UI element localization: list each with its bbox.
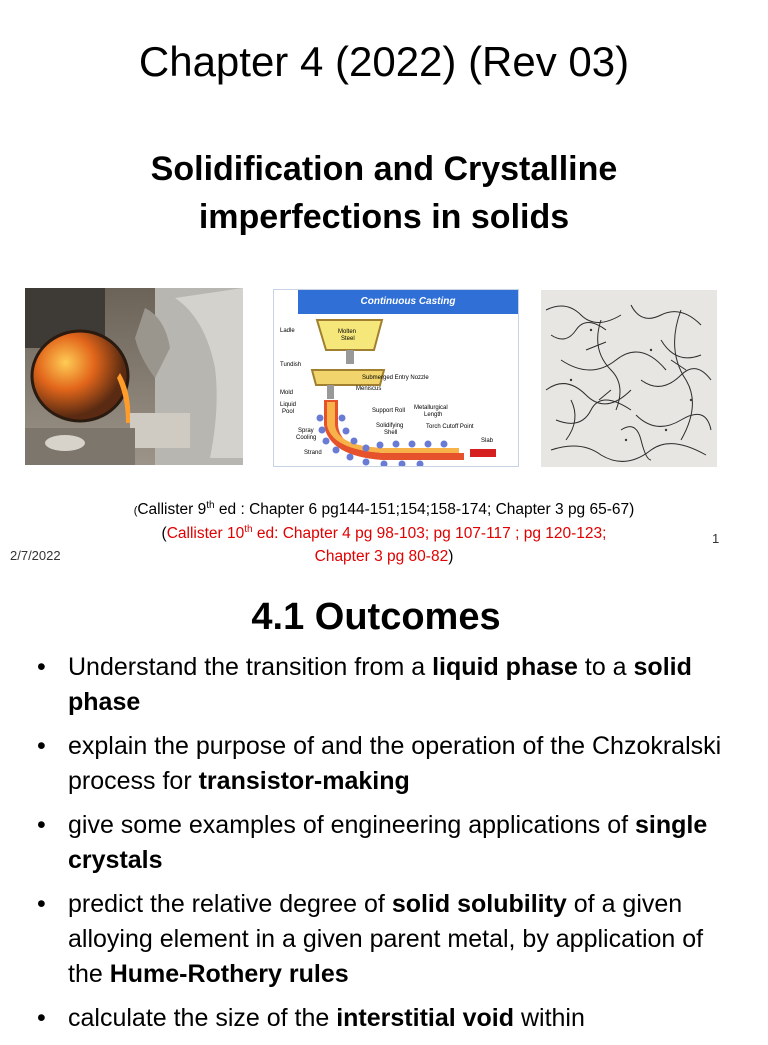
- bullet-icon: •: [37, 890, 46, 918]
- label-spray: Spray: [298, 428, 314, 434]
- reference-callister-10th: (Callister 10th ed: Chapter 4 pg 98-103; pg 107-117 ; pg 120-123;: [161, 524, 607, 543]
- label-submerged-nozzle: Submerged Entry Nozzle: [362, 375, 429, 381]
- label-solidifying: Solidifying: [376, 423, 404, 429]
- bullet-icon: •: [37, 732, 46, 760]
- dislocation-micrograph: [541, 290, 717, 467]
- label-support-roll: Support Roll: [372, 408, 406, 414]
- casting-banner: Continuous Casting: [298, 290, 518, 314]
- label-mold: Mold: [280, 390, 294, 396]
- slide-date: 2/7/2022: [10, 548, 61, 563]
- bullet-icon: •: [37, 653, 46, 681]
- subtitle-line-2: imperfections in solids: [198, 198, 570, 236]
- slide-subtitle: [60, 145, 708, 241]
- label-tundish: Tundish: [280, 362, 302, 368]
- bullet-icon: •: [37, 811, 46, 839]
- reference-callister-10th-line2: Chapter 3 pg 80-82): [314, 548, 454, 565]
- outcome-item: • Understand the transition from a liquid phase to a solid phase: [37, 650, 737, 720]
- outcome-item: • give some examples of engineering applications of single crystals: [37, 808, 737, 878]
- label-meniscus: Meniscus: [356, 386, 382, 392]
- outcomes-title: 4.1 Outcomes: [251, 596, 501, 638]
- label-molten: Molten: [338, 329, 357, 335]
- reference-callister-9th: (Callister 9th ed : Chapter 6 pg144-151;154;158-174; Chapter 3 pg 65-67): [133, 500, 635, 519]
- foundry-pouring-photo: [25, 288, 243, 465]
- bullet-icon: •: [37, 1004, 46, 1032]
- outcomes-list: [37, 650, 737, 1045]
- slide-page-number: 1: [712, 531, 720, 546]
- label-liquid: Liquid: [280, 402, 297, 408]
- label-torch: Torch Cutoff Point: [426, 424, 474, 430]
- outcome-item: • calculate the size of the interstitial void within: [37, 1001, 737, 1036]
- label-cooling: Cooling: [296, 435, 317, 441]
- outcome-item: • predict the relative degree of solid solubility of a given alloying element in a given parent metal, by application of the Hume-Rothery rules: [37, 887, 737, 992]
- label-metallurgical: Metallurgical: [414, 405, 448, 411]
- label-pool: Pool: [282, 409, 295, 415]
- label-strand: Strand: [304, 450, 322, 456]
- label-ladle: Ladle: [280, 328, 295, 334]
- subtitle-line-1: Solidification and Crystalline: [150, 150, 618, 188]
- label-steel: Steel: [341, 336, 355, 342]
- continuous-casting-diagram: [273, 289, 519, 467]
- slide-title: Chapter 4 (2022) (Rev 03): [138, 38, 630, 85]
- label-slab: Slab: [481, 438, 494, 444]
- outcome-item: • explain the purpose of and the operation of the Chzokralski process for transistor-making: [37, 729, 737, 799]
- label-length: Length: [424, 412, 443, 418]
- label-shell: Shell: [384, 430, 398, 436]
